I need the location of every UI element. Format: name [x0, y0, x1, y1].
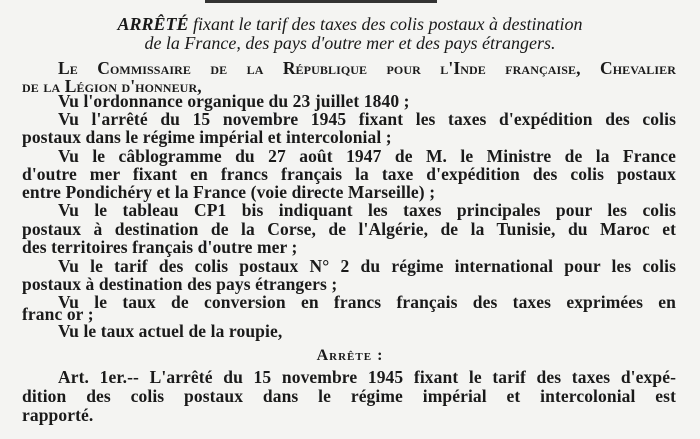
decree-title-lead: ARRÊTÉ	[117, 14, 189, 34]
consideration-line: entre Pondichéry et la France (voie directe Marseille) ;	[22, 182, 436, 202]
decree-title-line-1	[0, 14, 700, 35]
consideration-line: postaux à destination des pays étrangers ;	[22, 274, 338, 294]
article-line: dition des colis postaux dans le régime impérial et intercolonial est	[22, 386, 676, 406]
consideration-line: Vu le taux de conversion en francs français des taxes exprimées en	[58, 292, 676, 312]
consideration-line: d'outre mer fixant en francs français la taxe d'expédition des colis postaux	[22, 164, 676, 184]
article-line: rapporté.	[22, 405, 94, 425]
decision-heading: Arrête :	[316, 347, 384, 364]
consideration-line: Vu le tarif des colis postaux N° 2 du régime international pour les colis	[58, 256, 676, 276]
consideration-line: Vu l'arrêté du 15 novembre 1945 fixant les taxes d'expédition des colis	[58, 109, 676, 129]
decree-title-line-2: de la France, des pays d'outre mer et des pays étrangers.	[144, 33, 556, 53]
preamble-line: Le Commissaire de la République pour l'Inde française, Chevalier	[58, 58, 676, 78]
decree-title-text: fixant le tarif des taxes des colis postaux à destination	[193, 14, 583, 34]
consideration-line: postaux dans le régime impérial et intercolonial ;	[22, 127, 392, 147]
header-rule	[205, 0, 437, 3]
consideration-line: Vu le tableau CP1 bis indiquant les taxes principales pour les colis	[58, 200, 676, 220]
preamble-line: de la Légion d'honneur,	[22, 76, 202, 96]
consideration-line: franc or ;	[22, 304, 94, 324]
article-line: Art. 1er.-- L'arrêté du 15 novembre 1945 fixant le tarif des taxes d'expé-	[58, 367, 676, 387]
consideration-line: postaux à destination de la Corse, de l'Algérie, de la Tunisie, du Maroc et	[22, 219, 676, 239]
consideration-line: Vu le câblogramme du 27 août 1947 de M. le Ministre de la France	[58, 146, 676, 166]
consideration-line: des territoires français d'outre mer ;	[22, 237, 298, 257]
consideration-line: Vu le taux actuel de la roupie,	[58, 321, 283, 341]
consideration-line: Vu l'ordonnance organique du 23 juillet 1840 ;	[58, 91, 410, 111]
